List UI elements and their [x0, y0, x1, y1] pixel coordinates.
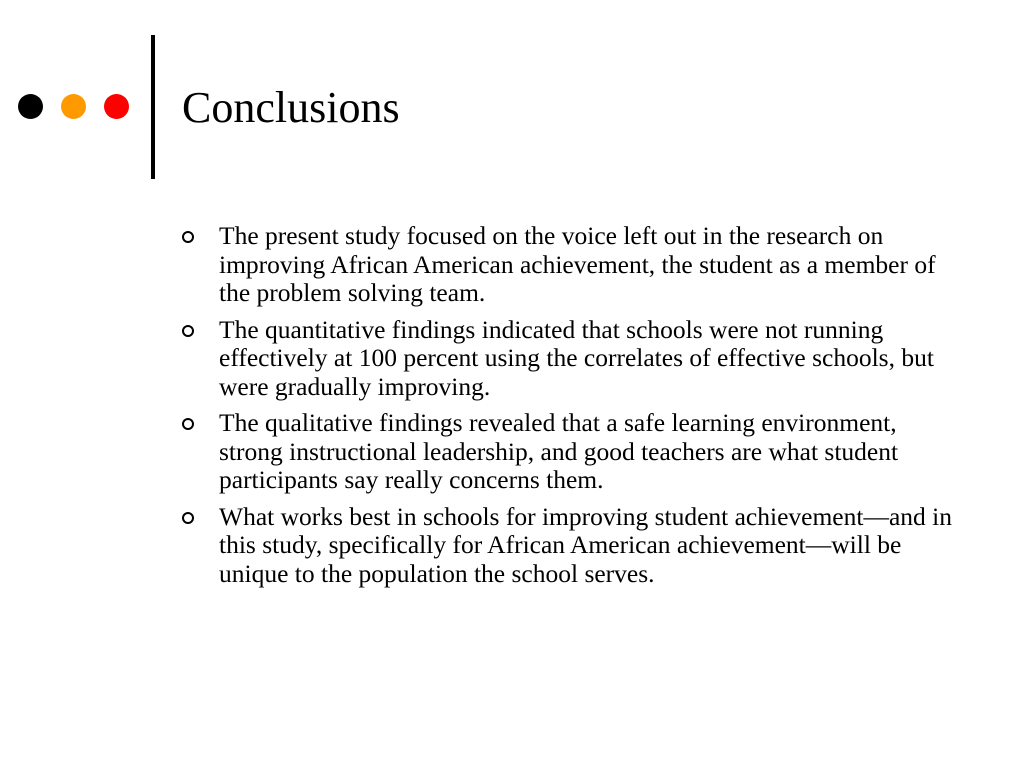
hollow-circle-bullet-icon [182, 231, 194, 243]
bullet-item [0, 316, 1024, 402]
bullet-item [0, 409, 1024, 495]
bullet-text: What works best in schools for improving student achievement—and in this study, specifically for African American achievement—will be unique to the population the school serves. [219, 501, 952, 588]
orange-dot-icon [61, 94, 86, 119]
title-divider [151, 35, 155, 179]
slide-title: Conclusions [182, 83, 400, 132]
bullet-item [0, 222, 1024, 308]
bullet-text: The present study focused on the voice left out in the research on improving African American achievement, the student as a member of the problem solving team. [219, 221, 936, 307]
bullet-item [0, 503, 1024, 589]
bullet-list [0, 222, 1024, 596]
black-dot-icon [18, 94, 43, 119]
hollow-circle-bullet-icon [182, 418, 194, 430]
red-dot-icon [104, 94, 129, 119]
hollow-circle-bullet-icon [182, 325, 194, 337]
bullet-text: The quantitative findings indicated that schools were not running effectively at 100 percent using the correlates of effective schools, but were gradually improving. [219, 314, 934, 401]
bullet-text: The qualitative findings revealed that a safe learning environment, strong instructional leadership, and good teachers are what student participants say really concerns them. [219, 408, 899, 494]
hollow-circle-bullet-icon [182, 512, 194, 524]
